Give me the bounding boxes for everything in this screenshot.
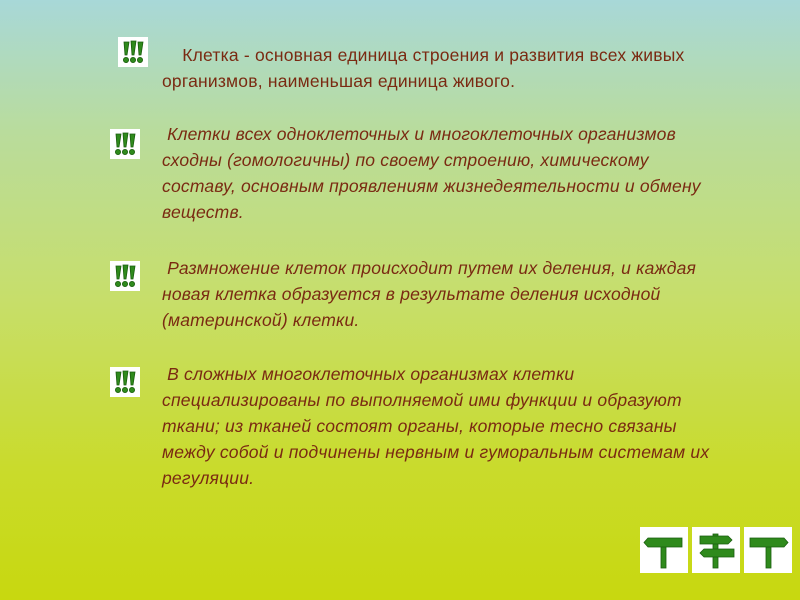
signpost-left-icon (642, 530, 686, 570)
next-slide-button[interactable] (744, 527, 792, 573)
bullet-text: Клетки всех одноклеточных и многоклеточных организмов сходны (гомологичны) по своему строению, химическому составу, основным проявлениям жизнедеятельности и обмену веществ. (162, 124, 706, 222)
signpost-crossroads-icon (694, 530, 738, 570)
double-exclamation-icon (110, 367, 140, 397)
double-exclamation-icon (110, 261, 140, 291)
double-exclamation-icon (118, 37, 148, 67)
bullet-text: Клетка - основная единица строения и развития всех живых организмов, наименьшая единица живого. (162, 45, 690, 91)
bullet-text: В сложных многоклеточных организмах клетки специализированы по выполняемой ими функции и образуют ткани; из тканей состоят органы, которые тесно связаны между собой и подчинены нервным и гуморальным системам их регуляции. (162, 364, 715, 488)
bullet-text: Размножение клеток происходит путем их деления, и каждая новая клетка образуется в результате деления исходной (материнской) клетки. (162, 258, 702, 330)
signpost-right-icon (746, 530, 790, 570)
prev-slide-button[interactable] (640, 527, 688, 573)
home-slide-button[interactable] (692, 527, 740, 573)
double-exclamation-icon (110, 129, 140, 159)
